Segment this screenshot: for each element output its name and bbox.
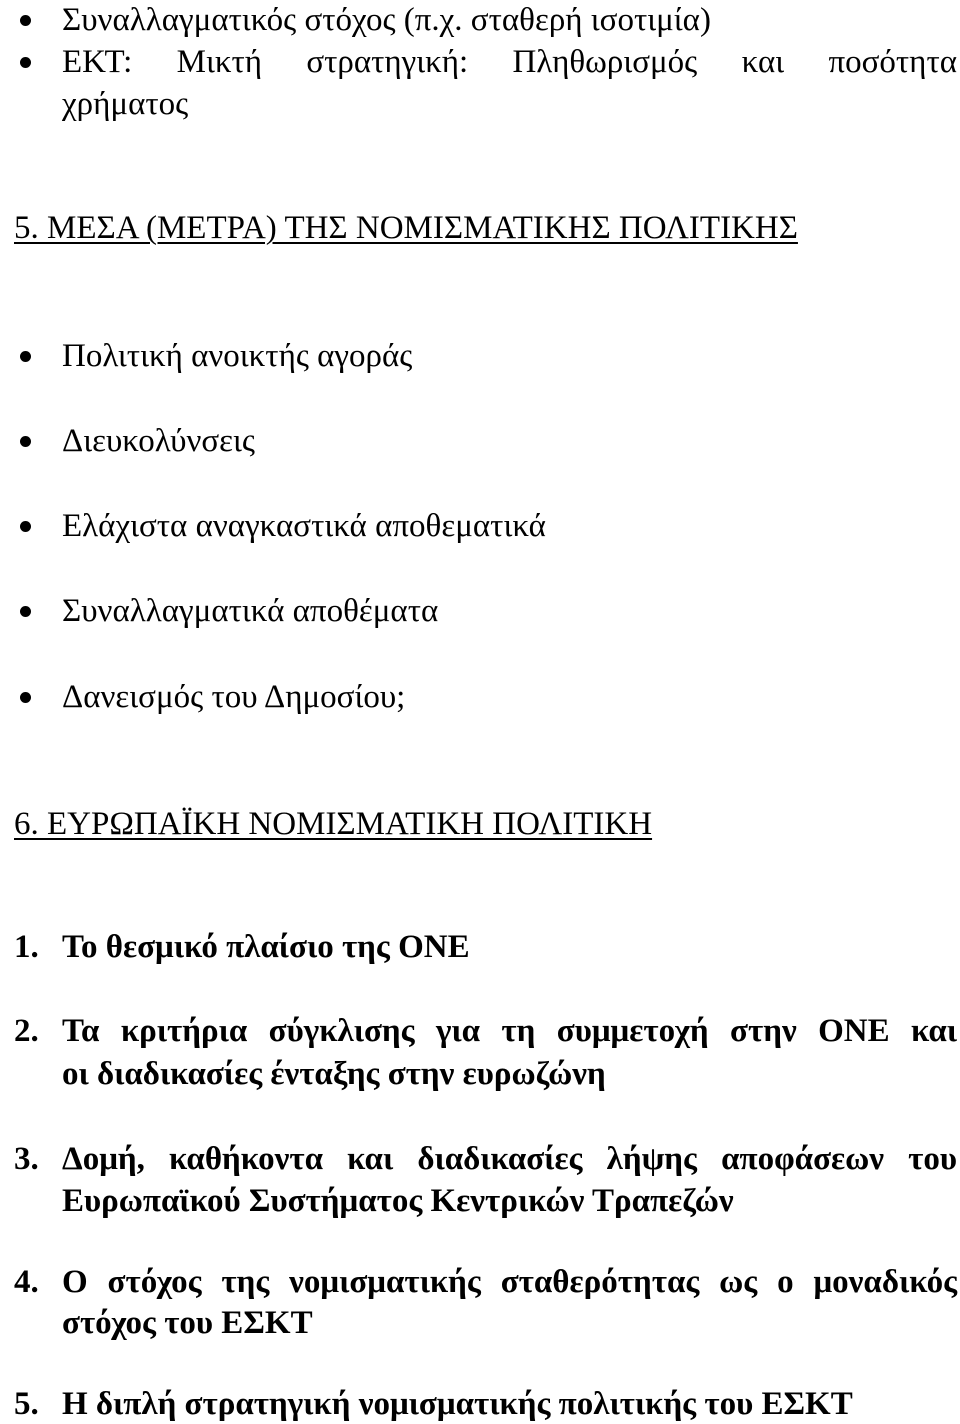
bullet-icon — [20, 606, 31, 617]
intro-bullet-1-text: Συναλλαγματικός στόχος (π.χ. σταθερή ισοτιμία) — [62, 2, 711, 38]
item-number: 1. — [14, 929, 39, 965]
section-5-item-text: Ελάχιστα αναγκαστικά αποθεματικά — [62, 508, 546, 544]
item-number: 4. — [14, 1264, 39, 1300]
item-text: Η διπλή στρατηγική νομισματικής πολιτικής του ΕΣΚΤ — [62, 1386, 853, 1422]
item-text: Δομή, καθήκοντα και διαδικασίες λήψης αποφάσεων του — [62, 1141, 957, 1177]
bullet-icon — [20, 692, 31, 703]
bullet-icon — [20, 57, 31, 68]
intro-bullet-2-text-cont: χρήματος — [62, 86, 189, 122]
bullet-icon — [20, 15, 31, 26]
item-text: Το θεσμικό πλαίσιο της ΟΝΕ — [62, 929, 470, 965]
item-text-cont: Ευρωπαϊκού Συστήματος Κεντρικών Τραπεζών — [62, 1183, 734, 1219]
section-6-heading-text: 6. ΕΥΡΩΠΑΪΚΗ ΝΟΜΙΣΜΑΤΙΚΗ ΠΟΛΙΤΙΚΗ — [14, 806, 653, 842]
section-5-item-text: Πολιτική ανοικτής αγοράς — [62, 338, 413, 374]
bullet-icon — [20, 351, 31, 362]
section-5-heading-text: 5. ΜΕΣΑ (ΜΕΤΡΑ) ΤΗΣ ΝΟΜΙΣΜΑΤΙΚΗΣ ΠΟΛΙΤΙΚΗΣ — [14, 210, 798, 246]
section-5-item-text: Δανεισμός του Δημοσίου; — [62, 679, 406, 715]
item-number: 5. — [14, 1386, 39, 1422]
item-number: 2. — [14, 1013, 39, 1049]
item-text-cont: στόχος του ΕΣΚΤ — [62, 1305, 313, 1341]
item-text: Τα κριτήρια σύγκλισης για τη συμμετοχή στην ΟΝΕ και — [62, 1013, 957, 1049]
section-5-item-text: Συναλλαγματικά αποθέματα — [62, 593, 439, 629]
intro-bullet-2-text: ΕΚΤ: Μικτή στρατηγική: Πληθωρισμός και ποσότητα — [62, 44, 957, 80]
item-text-cont: οι διαδικασίες ένταξης στην ευρωζώνη — [62, 1056, 606, 1092]
item-text: Ο στόχος της νομισματικής σταθερότητας ως ο μοναδικός — [62, 1264, 957, 1300]
section-5-item-text: Διευκολύνσεις — [62, 423, 255, 459]
bullet-icon — [20, 521, 31, 532]
bullet-icon — [20, 436, 31, 447]
item-number: 3. — [14, 1141, 39, 1177]
